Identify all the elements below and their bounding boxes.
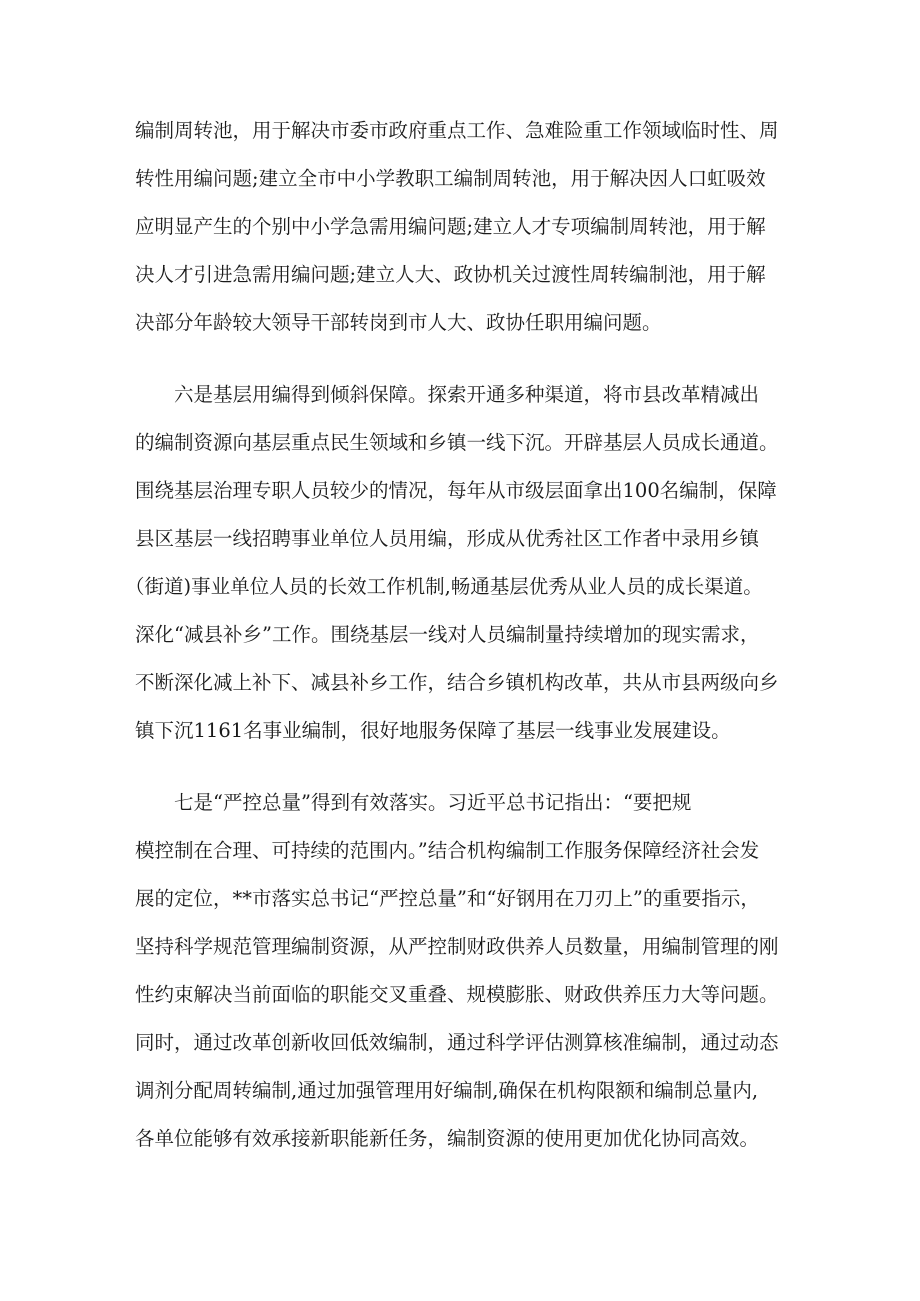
paragraph-line: 模控制在合理、可持续的范围内。”结合机构编制工作服务保障经济社会发 xyxy=(135,839,760,862)
paragraph-line: 同时，通过改革创新收回低效编制，通过科学评估测算核准编制，通过动态 xyxy=(135,1031,779,1054)
paragraph-line: 的编制资源向基层重点民生领域和乡镇一线下沉。开辟基层人员成长通道。 xyxy=(135,431,779,454)
paragraph-line: 不断深化减上补下、减县补乡工作，结合乡镇机构改革，共从市县两级向乡 xyxy=(135,671,779,694)
paragraph-line: 坚持科学规范管理编制资源，从严控制财政供养人员数量，用编制管理的刚 xyxy=(135,935,779,958)
paragraph-line: 转性用编问题;建立全市中小学教职工编制周转池，用于解决因人口虹吸效 xyxy=(135,167,766,190)
paragraph-line: 编制周转池，用于解决市委市政府重点工作、急难险重工作领域临时性、周 xyxy=(135,119,779,142)
paragraph-line: 七是“严控总量”得到有效落实。习近平总书记指出：“要把规 xyxy=(174,791,692,814)
paragraph-line: 调剂分配周转编制,通过加强管理用好编制,确保在机构限额和编制总量内, xyxy=(135,1079,759,1102)
paragraph-line: 决部分年龄较大领导干部转岗到市人大、政协任职用编问题。 xyxy=(135,311,662,334)
paragraph-line: 性约束解决当前面临的职能交叉重叠、规模膨胀、财政供养压力大等问题。 xyxy=(135,983,779,1006)
paragraph-line: 决人才引进急需用编问题;建立人大、政协机关过渡性周转编制池，用于解 xyxy=(135,263,766,286)
paragraph-line: 县区基层一线招聘事业单位人员用编，形成从优秀社区工作者中录用乡镇 xyxy=(135,527,760,550)
paragraph-line: 六是基层用编得到倾斜保障。探索开通多种渠道，将市县改革精减出 xyxy=(174,383,760,406)
paragraph-line: 深化“减县补乡”工作。围绕基层一线对人员编制量持续增加的现实需求， xyxy=(135,623,760,646)
paragraph-line: 围绕基层治理专职人员较少的情况，每年从市级层面拿出100名编制，保障 xyxy=(135,479,777,502)
paragraph-line: 镇下沉1161名事业编制，很好地服务保障了基层一线事业发展建设。 xyxy=(135,719,731,742)
paragraph-line: （街道)事业单位人员的长效工作机制,畅通基层优秀从业人员的成长渠道。 xyxy=(125,575,763,598)
paragraph-line: 应明显产生的个别中小学急需用编问题;建立人才专项编制周转池，用于解 xyxy=(135,215,766,238)
paragraph-line: 各单位能够有效承接新职能新任务，编制资源的使用更加优化协同高效。 xyxy=(135,1127,760,1150)
paragraph-line: 展的定位，**市落实总书记“严控总量”和“好钢用在刀刃上”的重要指示， xyxy=(135,887,760,910)
